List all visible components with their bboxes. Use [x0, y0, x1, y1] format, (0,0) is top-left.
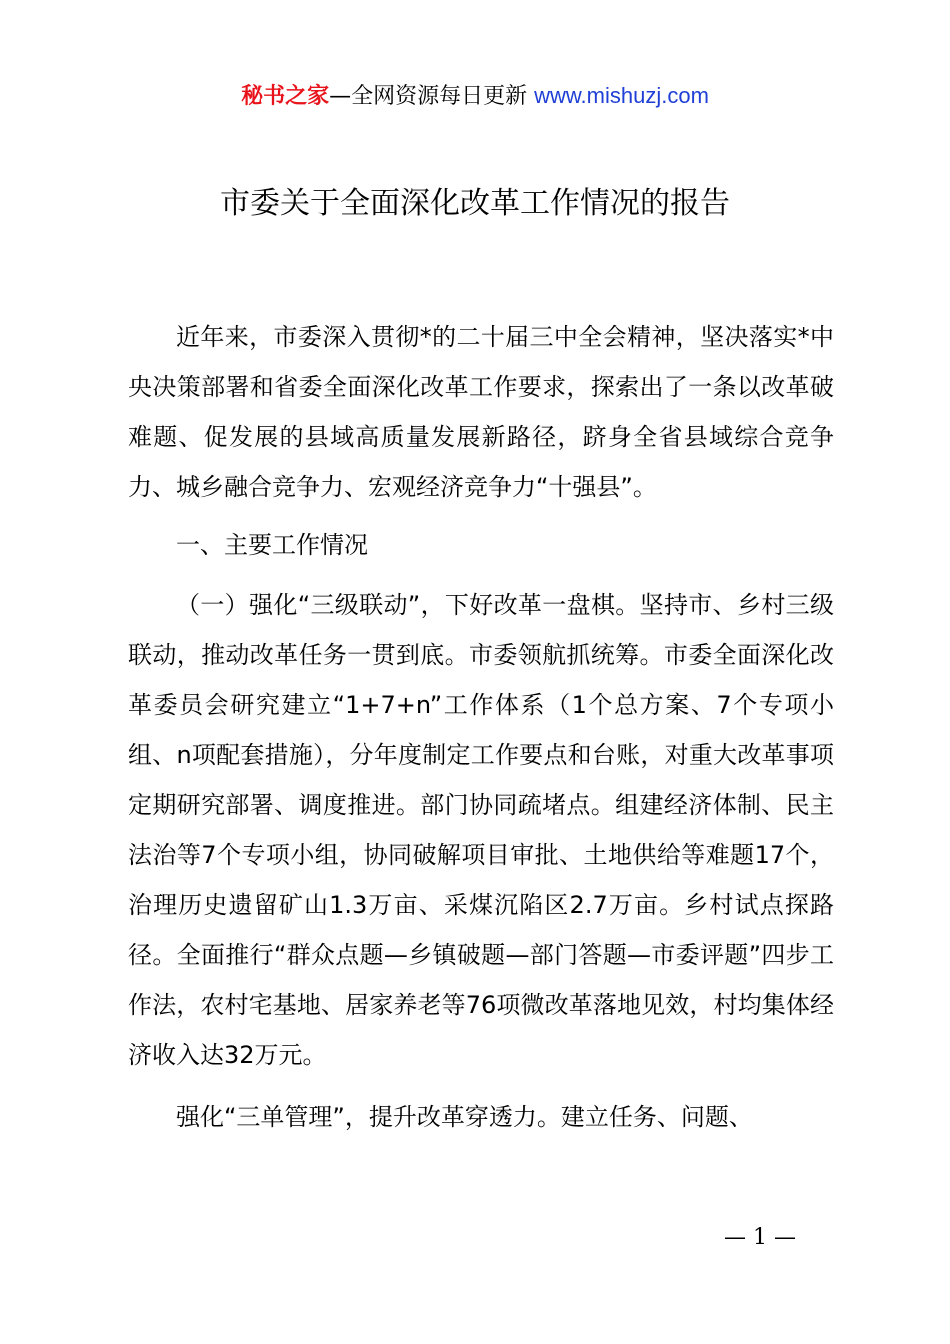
section-heading: [128, 520, 834, 570]
brand-name: 秘书之家: [241, 84, 330, 109]
site-banner: [0, 80, 950, 113]
section-heading-text: 一、主要工作情况: [176, 531, 368, 559]
paragraph-text: 强化“三单管理”，提升改革穿透力。建立任务、问题、: [176, 1103, 753, 1131]
page-number: — 1 —: [724, 1225, 796, 1250]
document-title: 市委关于全面深化改革工作情况的报告: [220, 186, 730, 221]
banner-tagline: —全网资源每日更新: [329, 84, 535, 109]
paragraph-intro: [128, 312, 834, 512]
site-url-link[interactable]: www.mishuzj.com: [534, 83, 709, 108]
paragraph-text: 近年来，市委深入贯彻*的二十届三中全会精神，坚决落实*中央决策部署和省委全面深化改革工作要求，探索出了一条以改革破难题、促发展的县域高质量发展新路径，跻身全省县域综合竞争力、城乡融合竞争力、宏观经济竞争力“十强县”。: [128, 323, 834, 501]
paragraph-subsection-1: [128, 580, 834, 1080]
paragraph-text: （一）强化“三级联动”，下好改革一盘棋。坚持市、乡村三级联动，推动改革任务一贯到底。市委领航抓统筹。市委全面深化改革委员会研究建立“1+7+n”工作体系（1个总方案、7个专项小组、n项配套措施），分年度制定工作要点和台账，对重大改革事项定期研究部署、调度推进。部门协同疏堵点。组建经济体制、民主法治等7个专项小组，协同破解项目审批、土地供给等难题17个，治理历史遗留矿山1.3万亩、采煤沉陷区2.7万亩。乡村试点探路径。全面推行“群众点题—乡镇破题—部门答题—市委评题”四步工作法，农村宅基地、居家养老等76项微改革落地见效，村均集体经济收入达32万元。: [128, 591, 834, 1069]
paragraph-subsection-2: [128, 1092, 834, 1142]
